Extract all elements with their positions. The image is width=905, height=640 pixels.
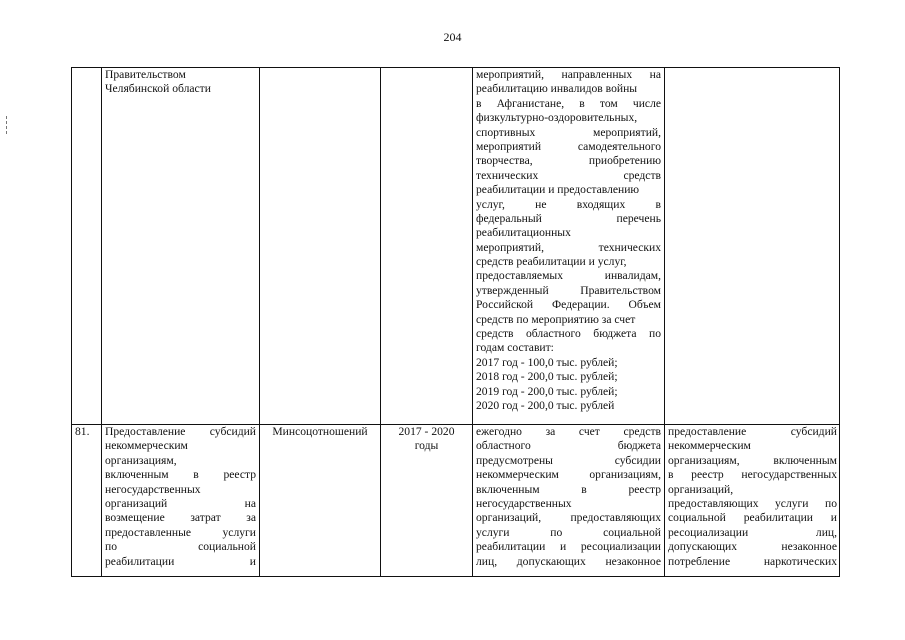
executor-cell <box>259 424 380 439</box>
text-line: мероприятий, технических <box>476 240 661 254</box>
text-line: в реестр негосударственных <box>668 468 837 482</box>
text-line: мероприятий, направленных на <box>476 68 661 81</box>
text-line: допускающих незаконное <box>668 540 837 554</box>
executor-cell <box>259 67 380 68</box>
text-line: негосударственных <box>476 496 572 510</box>
text-line: некоммерческим организациям, <box>476 468 661 482</box>
text-line: включенным в реестр <box>476 482 661 496</box>
margin-mark <box>6 116 8 146</box>
text-line: творчества, приобретению <box>476 154 661 168</box>
text-line: Челябинской области <box>105 82 211 96</box>
text-line: некоммерческим <box>668 439 751 453</box>
row-number-cell: 81. <box>75 425 90 438</box>
text-line: областного бюджета <box>476 439 661 453</box>
measure-name-cell <box>101 67 259 97</box>
program-table <box>71 67 840 577</box>
text-line: организациям, включенным <box>668 453 837 467</box>
text-line: услуг, не входящих в <box>476 197 661 211</box>
text-line: реабилитации и предоставлению <box>476 183 640 197</box>
description-cell <box>472 424 664 569</box>
text-line: годам составит: <box>476 341 554 355</box>
description-cell <box>472 67 664 413</box>
text-line: реабилитационных <box>476 226 571 240</box>
page-number: 204 <box>443 30 462 44</box>
text-line: организаций, <box>668 482 734 496</box>
text-line: реабилитации и <box>105 554 256 568</box>
text-line: потребление наркотических <box>668 554 837 568</box>
text-line: 2020 год - 200,0 тыс. рублей <box>476 398 615 412</box>
text-line: 2019 год - 200,0 тыс. рублей; <box>476 384 618 398</box>
table-row <box>71 424 840 577</box>
text-line: лиц, допускающих незаконное <box>476 554 661 568</box>
text-line: ресоциализации лиц, <box>668 525 837 539</box>
row-number-cell <box>71 67 101 68</box>
text-line: Предоставление субсидий <box>105 425 256 438</box>
text-line: в Афганистане, в том числе <box>476 96 661 110</box>
result-cell <box>664 67 840 68</box>
text-line: организаций, предоставляющих <box>476 511 661 525</box>
text-line: социальной реабилитации и <box>668 511 837 525</box>
text-line: 2017 - 2020 <box>398 425 455 438</box>
text-line: физкультурно-оздоровительных, <box>476 111 638 125</box>
text-line: спортивных мероприятий, <box>476 125 661 139</box>
text-line: реабилитацию инвалидов войны <box>476 82 638 96</box>
measure-name-cell <box>101 424 259 569</box>
term-cell <box>380 67 472 68</box>
text-line: технических средств <box>476 168 661 182</box>
text-line: некоммерческим <box>105 439 188 453</box>
text-line: Российской Федерации. Объем <box>476 298 661 312</box>
text-line: предоставление субсидий <box>668 425 837 438</box>
text-line: предоставляемых инвалидам, <box>476 269 661 283</box>
term-cell <box>380 424 472 454</box>
text-line: организациям, <box>105 453 177 467</box>
text-line: средств по мероприятию за счет <box>476 312 636 326</box>
text-line: средств реабилитации и услуг, <box>476 255 627 269</box>
text-line: годы <box>414 439 439 453</box>
text-line: федеральный перечень <box>476 211 661 225</box>
text-line: предоставляющих услуги по <box>668 496 837 510</box>
text-line: организаций на <box>105 496 256 510</box>
text-line: услуги по социальной <box>476 525 661 539</box>
text-line: средств областного бюджета по <box>476 327 661 341</box>
text-line: 2017 год - 100,0 тыс. рублей; <box>476 355 618 369</box>
text-line: мероприятий самодеятельного <box>476 139 661 153</box>
text-line: Минсоцотношений <box>272 425 368 438</box>
text-line: предусмотрены субсидии <box>476 453 661 467</box>
text-line: 2018 год - 200,0 тыс. рублей; <box>476 370 618 384</box>
text-line: ежегодно за счет средств <box>476 425 661 438</box>
text-line: утвержденный Правительством <box>476 283 661 297</box>
text-line: Правительством <box>105 68 186 81</box>
text-line: реабилитации и ресоциализации <box>476 540 661 554</box>
table-row <box>71 67 840 424</box>
text-line: негосударственных <box>105 482 201 496</box>
text-line: включенным в реестр <box>105 468 256 482</box>
text-line: возмещение затрат за <box>105 511 256 525</box>
text-line: по социальной <box>105 540 256 554</box>
result-cell <box>664 424 840 569</box>
text-line: предоставленные услуги <box>105 525 256 539</box>
